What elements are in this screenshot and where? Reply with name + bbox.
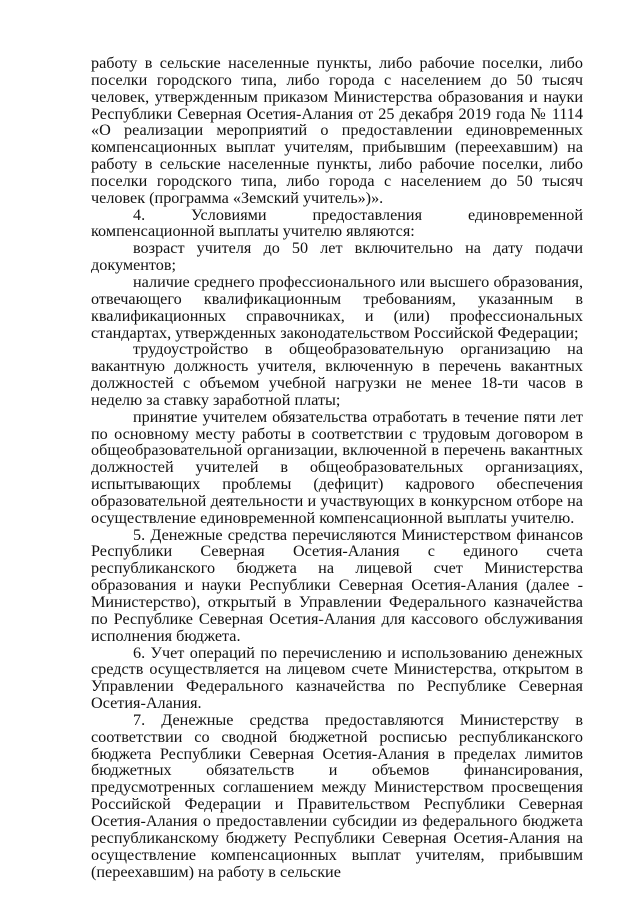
paragraph-item-4: 4. Условиями предоставления единовременной компенсационной выплаты учителю являются: (91, 205, 583, 241)
paragraph-condition-employment: трудоустройство в общеобразовательную организацию на вакантную должность учителя, включенную в перечень вакантных должностей с объемом учебной нагрузки не менее 18-ти часов в неделю за ставку заработной платы; (91, 340, 583, 409)
document-page (91, 55, 583, 880)
paragraph-condition-education: наличие среднего профессионального или высшего образования, отвечающего квалификационным требованиям, указанным в квалификационных справочниках, и (или) профессиональных стандартах, утвержденных законодательством Российской Федерации; (91, 272, 583, 342)
paragraph-condition-age: возраст учителя до 50 лет включительно на дату подачи документов; (91, 239, 583, 275)
paragraph-item-5: 5. Денежные средства перечисляются Министерством финансов Республики Северная Осетия-Алания с единого счета республиканского бюджета на лицевой счет Министерства образования и науки Республики Северная Осетия-Алания (далее - Министерство), открытый в Управлении Федерального казначейства по Республике Северная Осетия-Алания для кассового обслуживания исполнения бюджета. (91, 525, 583, 645)
paragraph-item-6: 6. Учет операций по перечислению и использованию денежных средств осуществляется на лицевом счете Министерства, открытом в Управлении Федерального казначейства по Республике Северная Осетия-Алания. (91, 643, 583, 713)
paragraph-continuation: работу в сельские населенные пункты, либо рабочие поселки, либо поселки городского типа, либо города с населением до 50 тысяч человек, утвержденным приказом Министерства образования и науки Республики Северная Осетия-Алания от 25 декабря 2019 года № 1114 «О реализации мероприятий о предоставлении единовременных компенсационных выплат учителям, прибывшим (переехавшим) на работу в сельские населенные пункты, либо рабочие поселки, либо поселки городского типа, либо города с населением до 50 тысяч человек (программа «Земский учитель»)». (91, 54, 583, 207)
paragraph-condition-obligation: принятие учителем обязательства отработать в течение пяти лет по основному месту работы в соответствии с трудовым договором в общеобразовательной организации, включенной в перечень вакантных должностей учителей в общеобразовательных организациях, испытывающих проблемы (дефицит) кадрового обеспечения образовательной деятельности и участвующих в конкурсном отборе на осуществление единовременной компенсационной выплаты учителю. (91, 407, 583, 527)
paragraph-item-7: 7. Денежные средства предоставляются Министерству в соответствии со сводной бюджетной росписью республиканского бюджета Республики Северная Осетия-Алания в пределах лимитов бюджетных обязательств и объемов финансирования, предусмотренных соглашением между Министерством просвещения Российской Федерации и Правительством Республики Северная Осетия-Алания о предоставлении субсидии из федерального бюджета республиканскому бюджету Республики Северная Осетия-Алания на осуществление компенсационных выплат учителям, прибывшим (переехавшим) на работу в сельские (91, 710, 583, 881)
